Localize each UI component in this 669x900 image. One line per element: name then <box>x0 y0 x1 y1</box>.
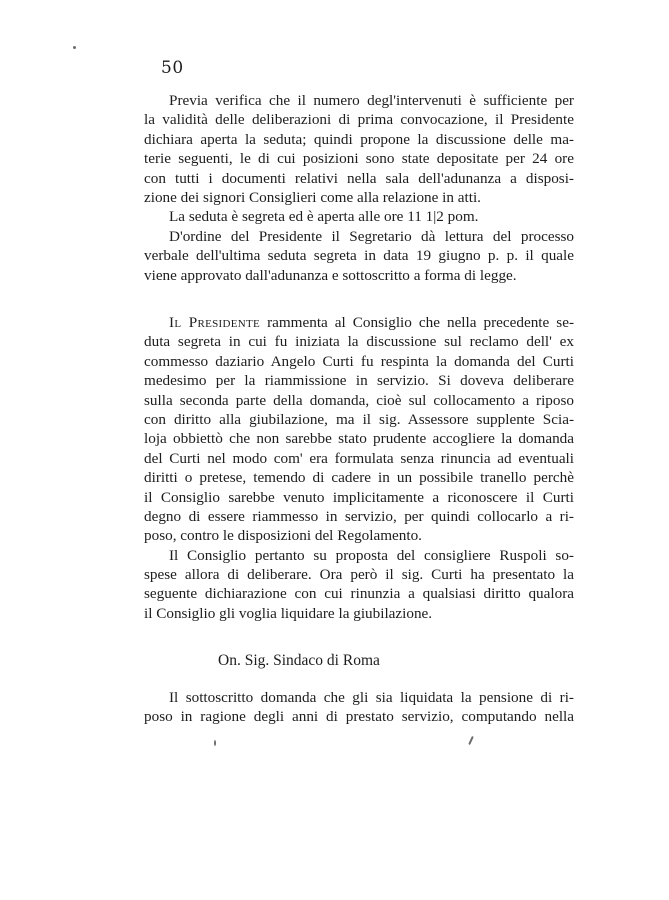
text-line: degno di essere riammesso in servizio, per quindi collocarlo a ri- <box>144 507 574 525</box>
text-line: verbale dell'ultima seduta segreta in data 19 giugno p. p. il quale <box>144 247 574 265</box>
text-line: Previa verifica che il numero degl'intervenuti è sufficiente per <box>169 92 574 109</box>
body-text-top <box>144 91 574 285</box>
paragraph-minutes <box>144 227 574 285</box>
text-line: con tutti i documenti relativi nella sala dell'adunanza a disposi- <box>144 169 574 187</box>
paper-speck <box>468 736 474 745</box>
text-line: D'ordine del Presidente il Segretario dà lettura del processo <box>169 227 574 245</box>
paper-speck <box>73 46 76 49</box>
text-line: viene approvato dall'adunanza e sottoscritto a forma di legge. <box>144 266 517 284</box>
text-line: la validità delle deliberazioni di prima convocazione, il Presidente <box>144 111 574 129</box>
text-line: poso, contro le disposizioni del Regolamento. <box>144 527 422 545</box>
text-line: Il Consiglio pertanto su proposta del consigliere Ruspoli so- <box>169 546 574 564</box>
paragraph-opening <box>144 91 574 207</box>
text-line: duta segreta in cui fu iniziata la discussione sul reclamo dell' ex <box>144 333 574 351</box>
letter-body <box>144 688 574 727</box>
letter-heading: On. Sig. Sindaco di Roma <box>218 652 380 669</box>
paper-speck <box>214 740 216 746</box>
text-line: commesso daziario Angelo Curti fu respinta la domanda del Curti <box>144 352 574 370</box>
text-line: La seduta è segreta ed è aperta alle ore 11 1|2 pom. <box>169 208 479 226</box>
text-line: il Consiglio sarebbe venuto implicitamente a riconoscere il Curti <box>144 488 574 506</box>
text-line: seguente dichiarazione con cui rinunzia a qualsiasi diritto qualora <box>144 585 574 603</box>
text-line: medesimo per la riammissione in servizio. Si doveva deliberare <box>144 372 574 390</box>
speaker-name: Il Presidente <box>169 314 261 331</box>
text-line: con diritto alla giubilazione, ma il sig. Assessore supplente Scia- <box>144 410 574 428</box>
text-line: loja obbiettò che non sarebbe stato prudente accogliere la domanda <box>144 430 574 448</box>
text-line: del Curti nel modo com' era formulata senza rinuncia ad eventuali <box>144 449 574 467</box>
text-line: Il sottoscritto domanda che gli sia liquidata la pensione di ri- <box>169 689 574 706</box>
text-fragment: rammenta al Consiglio che nella precedente se- <box>267 314 574 331</box>
body-text-middle <box>144 313 574 623</box>
paragraph-president-remarks <box>144 313 574 546</box>
text-line: sulla seconda parte della domanda, cioè sul collocamento a riposo <box>144 391 574 409</box>
text-line: poso in ragione degli anni di prestato servizio, computando nella <box>144 708 574 726</box>
text-line: terie seguenti, le di cui posizioni sono state depositate per 24 ore <box>144 150 574 168</box>
text-line: dichiara aperta la seduta; quindi propone la discussione delle ma- <box>144 130 574 148</box>
page-number: 50 <box>161 58 184 78</box>
text-line: spese allora di deliberare. Ora però il sig. Curti ha presentato la <box>144 566 574 584</box>
text-line: diritti o pretese, temendo di cadere in un possibile tranello perchè <box>144 469 574 487</box>
text-line: zione dei signori Consiglieri come alla relazione in atti. <box>144 188 481 206</box>
text-line <box>144 313 574 332</box>
paragraph-council-decision <box>144 546 574 624</box>
paragraph-session-secret <box>144 207 574 226</box>
text-line: il Consiglio gli voglia liquidare la giubilazione. <box>144 604 433 622</box>
